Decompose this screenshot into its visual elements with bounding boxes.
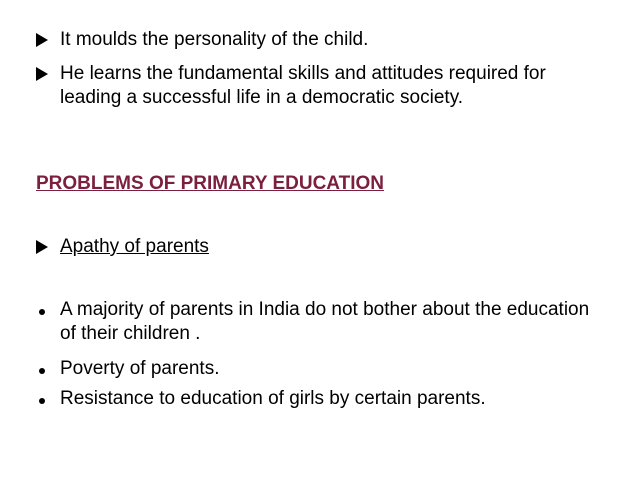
bullet-poverty: [36, 357, 606, 381]
bullet-resistance: [36, 387, 606, 411]
point-text: It moulds the personality of the child.: [60, 29, 369, 50]
point-text: He learns the fundamental skills and attitudes required for leading a successful life in a democratic society.: [60, 63, 546, 108]
bullet-text: Poverty of parents.: [60, 358, 220, 379]
point-personality: [36, 28, 606, 52]
point-skills: [36, 62, 606, 110]
arrow-bullet-icon: [36, 62, 60, 88]
bullet-majority: [36, 298, 606, 346]
round-bullet-icon: [36, 387, 60, 411]
subpoint-apathy: [36, 235, 606, 259]
bullet-text: Resistance to education of girls by certain parents.: [60, 388, 486, 409]
arrow-bullet-icon: [36, 28, 60, 54]
bullet-text: A majority of parents in India do not bother about the education of their children .: [60, 299, 590, 344]
round-bullet-icon: [36, 357, 60, 381]
arrow-bullet-icon: [36, 235, 60, 261]
subpoint-text: Apathy of parents: [60, 236, 209, 257]
round-bullet-icon: [36, 298, 60, 322]
section-heading: PROBLEMS OF PRIMARY EDUCATION: [36, 173, 384, 194]
